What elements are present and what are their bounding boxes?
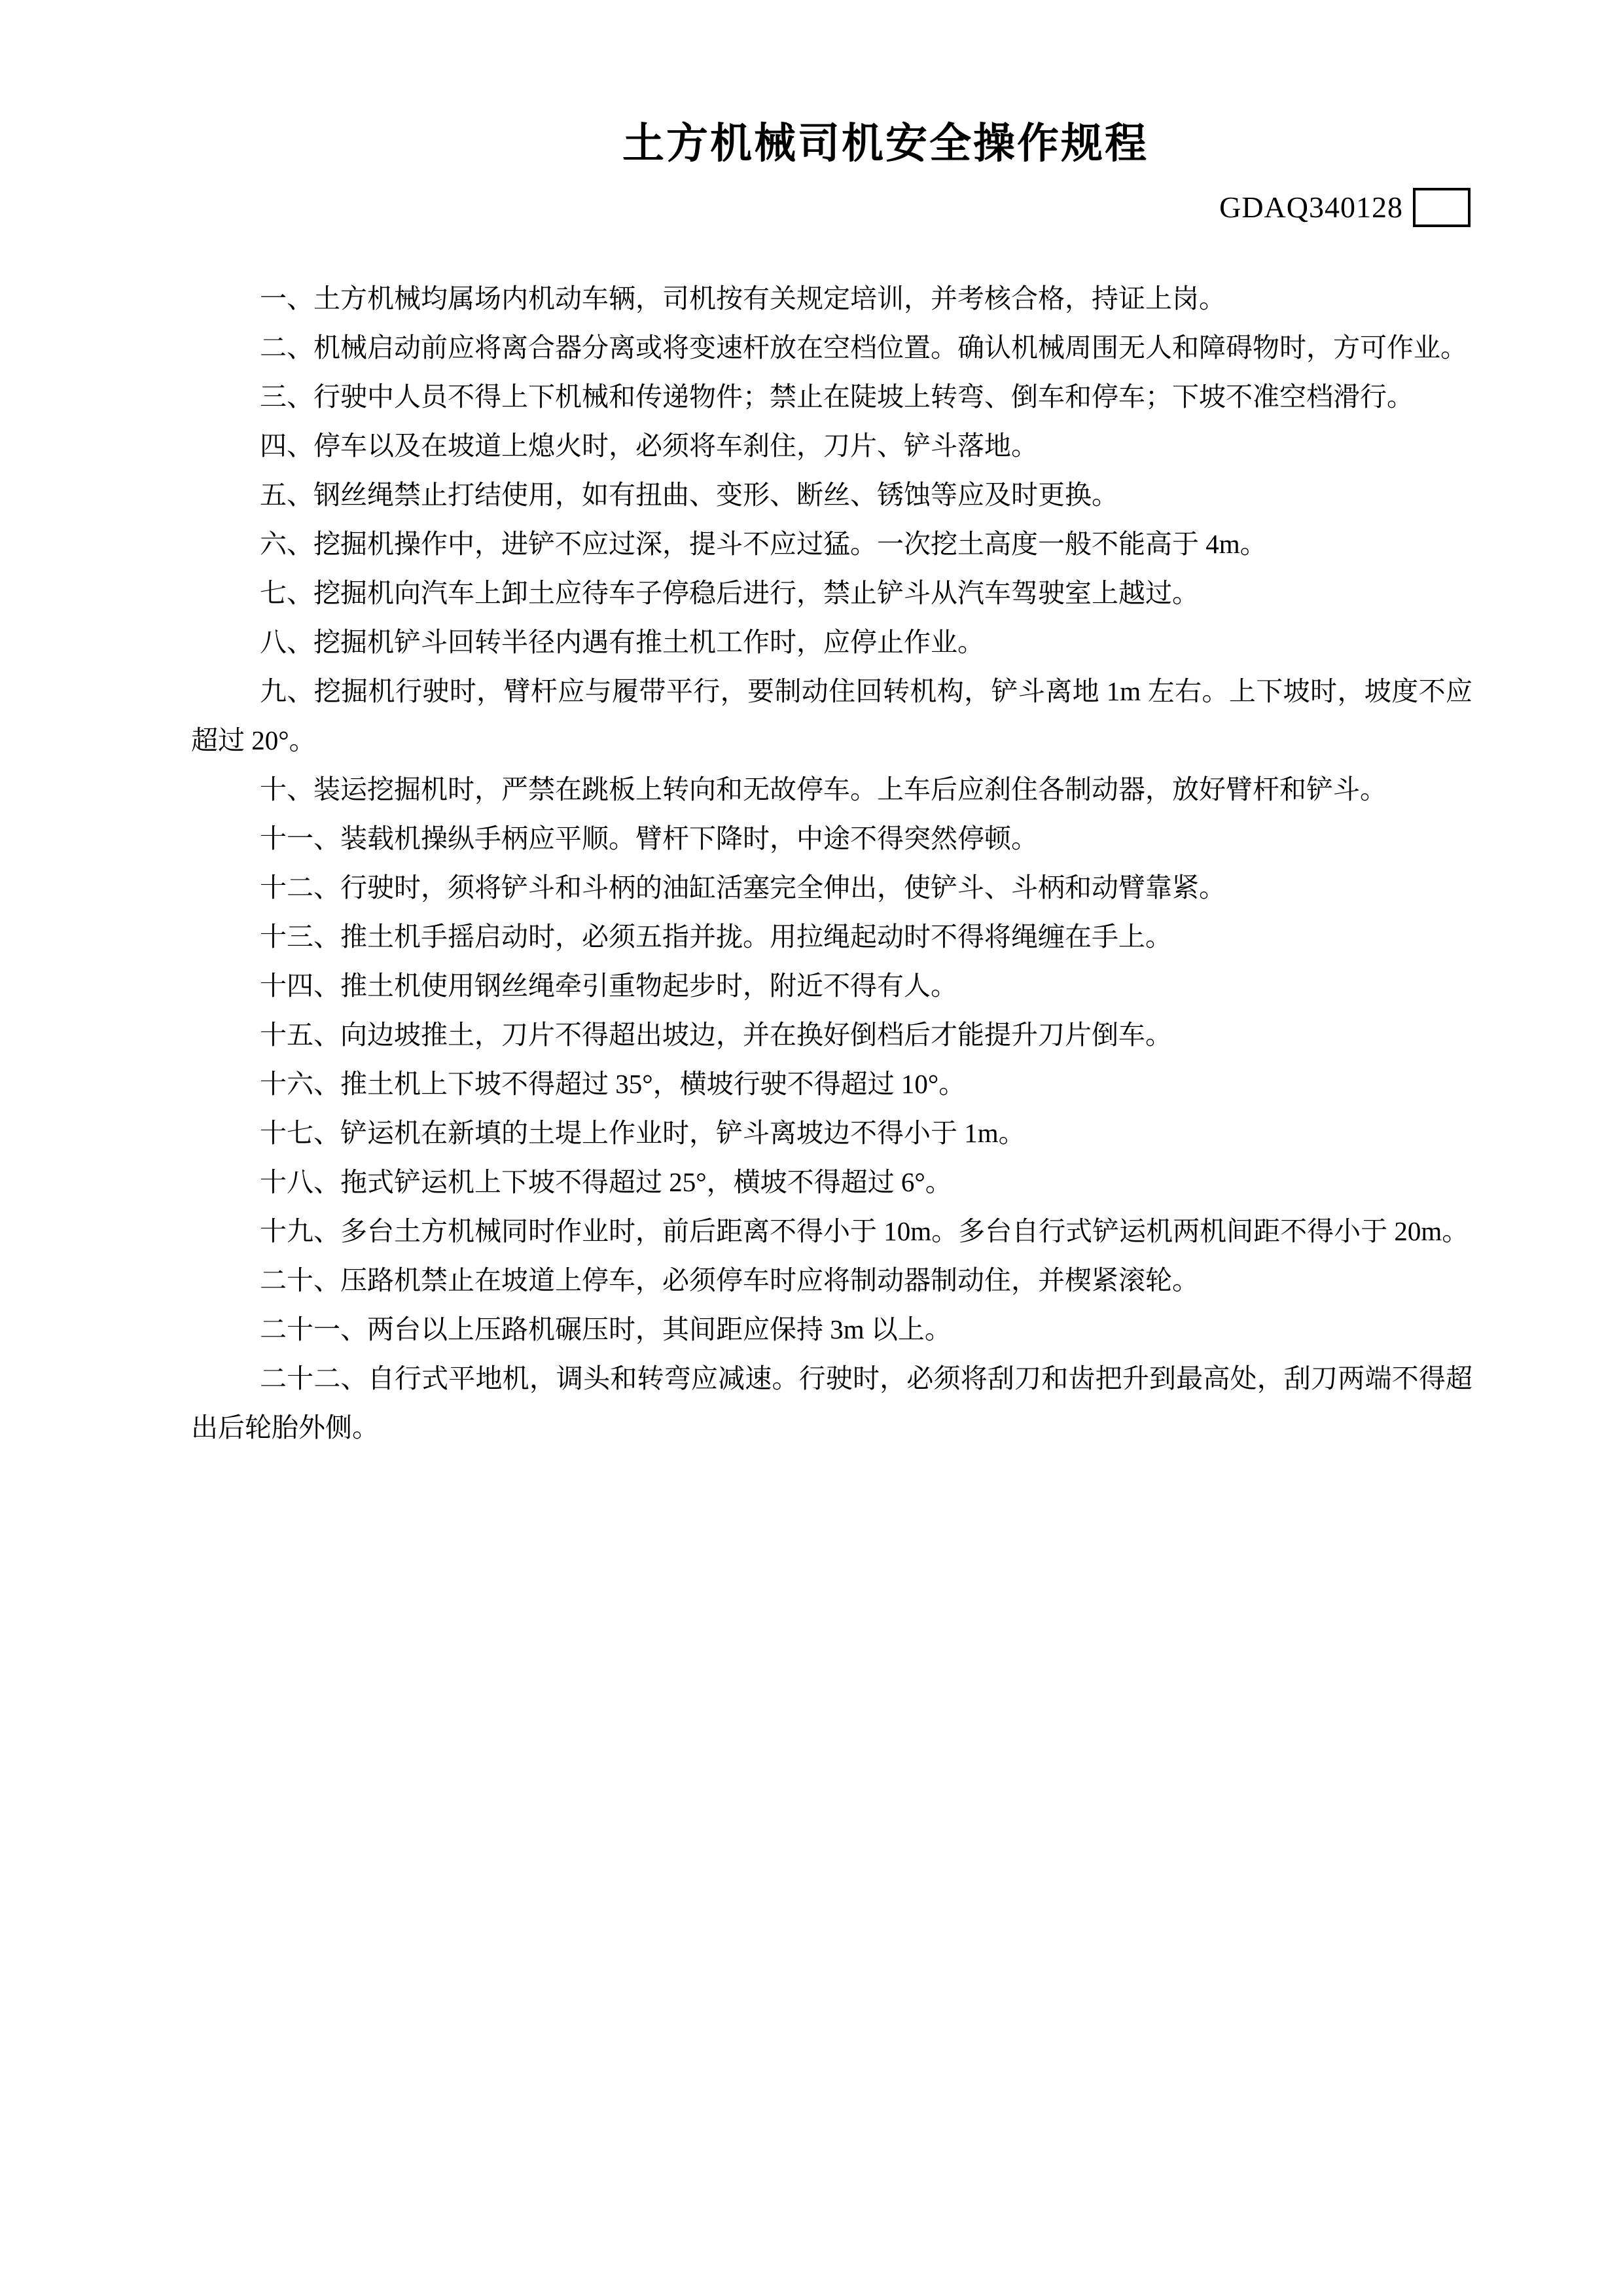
page-title: 土方机械司机安全操作规程 <box>622 120 1149 167</box>
regulation-item: 五、钢丝绳禁止打结使用，如有扭曲、变形、断丝、锈蚀等应及时更换。 <box>260 480 1118 510</box>
regulation-item: 十六、推土机上下坡不得超过 35°，横坡行驶不得超过 10°。 <box>260 1069 966 1099</box>
regulation-item: 十四、推土机使用钢丝绳牵引重物起步时，附近不得有人。 <box>260 971 957 1001</box>
regulation-item: 十二、行驶时，须将铲斗和斗柄的油缸活塞完全伸出，使铲斗、斗柄和动臂靠紧。 <box>260 872 1226 903</box>
doc-code-row <box>1219 188 1471 227</box>
doc-code: GDAQ340128 <box>1219 190 1403 224</box>
regulation-item: 十九、多台土方机械同时作业时，前后距离不得小于 10m。多台自行式铲运机两机间距不得小于 20m。 <box>260 1216 1469 1246</box>
regulation-item: 八、挖掘机铲斗回转半径内遇有推土机工作时，应停止作业。 <box>260 627 984 657</box>
regulation-item: 四、停车以及在坡道上熄火时，必须将车刹住，刀片、铲斗落地。 <box>260 431 1038 461</box>
regulation-list <box>191 274 1472 1452</box>
doc-code-box <box>1413 188 1471 227</box>
regulation-item: 九、挖掘机行驶时，臂杆应与履带平行，要制动住回转机构，铲斗离地 1m 左右。上下坡时，坡度不应超过 20°。 <box>191 676 1472 755</box>
regulation-item: 三、行驶中人员不得上下机械和传递物件；禁止在陡坡上转弯、倒车和停车；下坡不准空档滑行。 <box>260 382 1414 412</box>
regulation-item: 二十、压路机禁止在坡道上停车，必须停车时应将制动器制动住，并楔紧滚轮。 <box>260 1265 1199 1295</box>
regulation-item: 二、机械启动前应将离合器分离或将变速杆放在空档位置。确认机械周围无人和障碍物时，方可作业。 <box>260 332 1467 363</box>
regulation-item: 十三、推土机手摇启动时，必须五指并拢。用拉绳起动时不得将绳缠在手上。 <box>260 922 1172 952</box>
regulation-item: 十五、向边坡推土，刀片不得超出坡边，并在换好倒档后才能提升刀片倒车。 <box>260 1020 1172 1050</box>
regulation-item: 二十二、自行式平地机，调头和转弯应减速。行驶时，必须将刮刀和齿把升到最高处，刮刀两端不得超出后轮胎外侧。 <box>191 1363 1472 1443</box>
regulation-item: 十一、装载机操纵手柄应平顺。臂杆下降时，中途不得突然停顿。 <box>260 823 1038 853</box>
regulation-item: 十八、拖式铲运机上下坡不得超过 25°，横坡不得超过 6°。 <box>260 1167 952 1197</box>
regulation-item: 十七、铲运机在新填的土堤上作业时，铲斗离坡边不得小于 1m。 <box>260 1118 1026 1148</box>
regulation-item: 十、装运挖掘机时，严禁在跳板上转向和无故停车。上车后应刹住各制动器，放好臂杆和铲斗。 <box>260 774 1387 804</box>
regulation-item: 一、土方机械均属场内机动车辆，司机按有关规定培训，并考核合格，持证上岗。 <box>260 283 1226 314</box>
regulation-item: 二十一、两台以上压路机碾压时，其间距应保持 3m 以上。 <box>260 1314 952 1344</box>
regulation-item: 七、挖掘机向汽车上卸土应待车子停稳后进行，禁止铲斗从汽车驾驶室上越过。 <box>260 578 1199 608</box>
regulation-item: 六、挖掘机操作中，进铲不应过深，提斗不应过猛。一次挖土高度一般不能高于 4m。 <box>260 529 1267 559</box>
